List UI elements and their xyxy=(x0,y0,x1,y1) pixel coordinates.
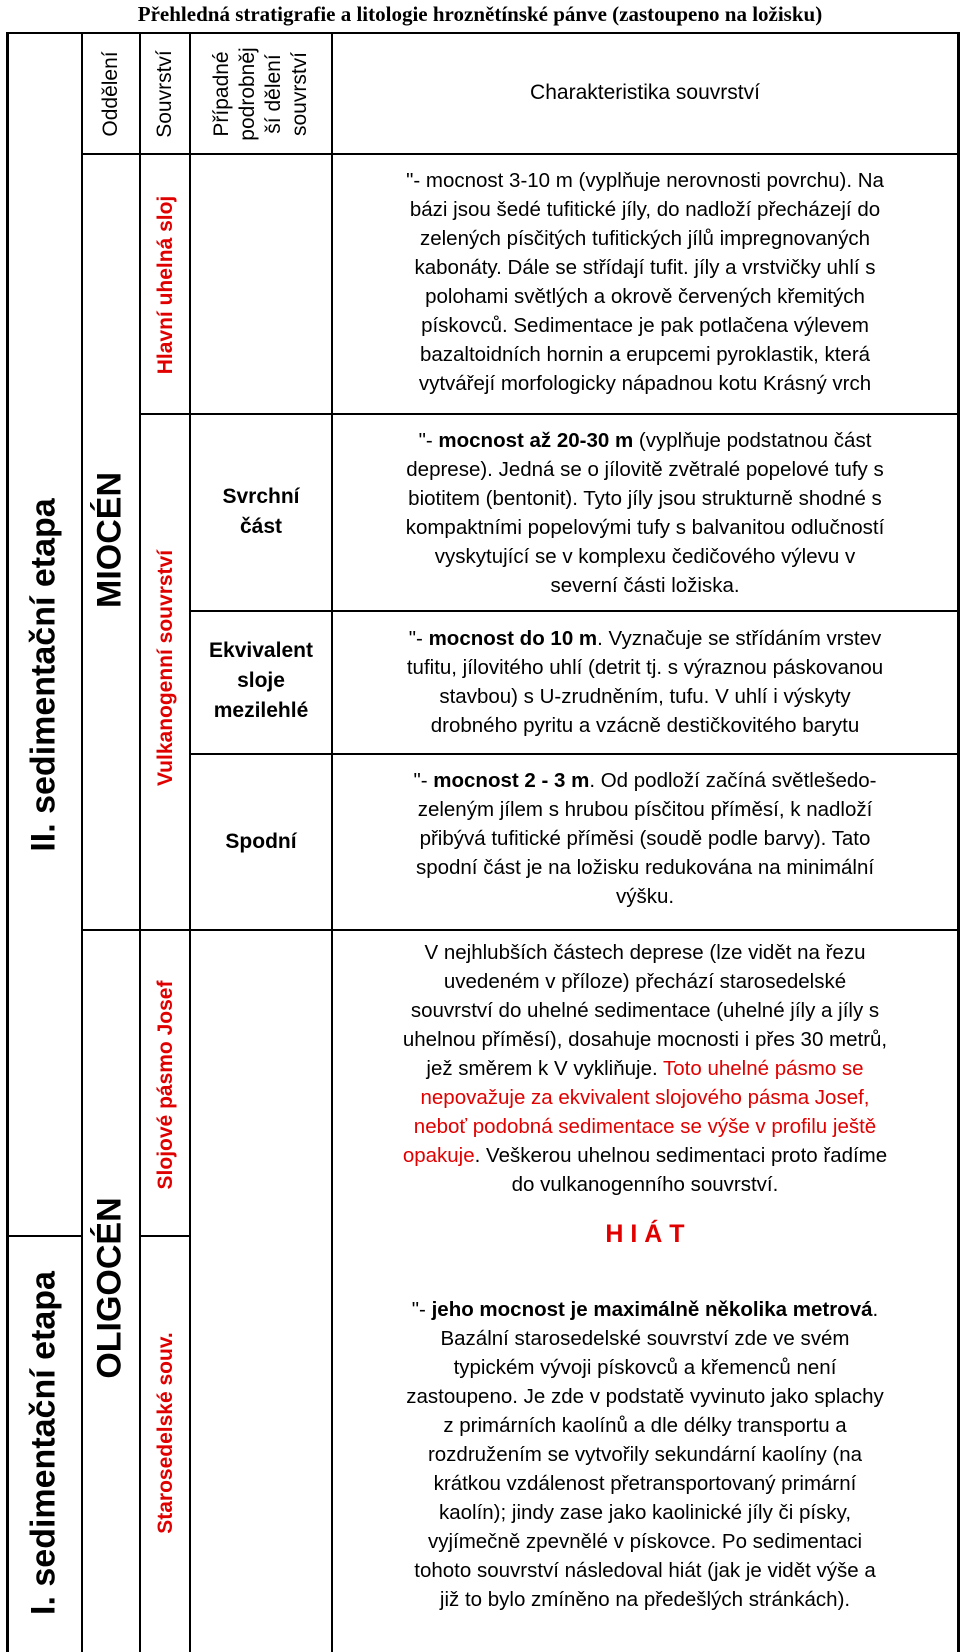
header-podrobne-line1: Případné xyxy=(210,51,233,137)
charakteristika-slojove xyxy=(335,938,955,1199)
podrobne-svrchni-line2: část xyxy=(239,515,283,538)
podrobne-spodni: Spodní xyxy=(225,830,297,853)
text-line-first xyxy=(335,1295,955,1324)
text-line: uvedeném v příloze) přechází starosedelské xyxy=(443,970,847,993)
charakteristika-spodni xyxy=(335,766,955,911)
text-line: zastoupeno. Je zde v podstatě vyvinuto jako splachy xyxy=(406,1385,884,1408)
hiat-label: H I Á T xyxy=(605,1220,685,1248)
header-oddeleni: Oddělení xyxy=(99,51,122,137)
oddeleni-oligocen: OLIGOCÉN xyxy=(90,1197,129,1379)
souvrstvi-slojove: Slojové pásmo Josef xyxy=(154,980,177,1190)
text-prefix: "- xyxy=(413,769,434,792)
text-line-first xyxy=(335,624,955,653)
podrobne-ekvivalent xyxy=(191,636,331,726)
text-prefix: "- xyxy=(418,429,439,452)
text-bold: mocnost až 20-30 m xyxy=(438,429,634,452)
text-line: V nejhlubších částech deprese (lze vidět na řezu xyxy=(424,941,866,964)
text-line: do vulkanogenního souvrství. xyxy=(511,1173,779,1196)
text-line: z primárních kaolínů a dle délky transportu a xyxy=(443,1414,847,1437)
souvrstvi-hlavni: Hlavní uhelná sloj xyxy=(154,195,177,375)
text-line: polohami světlých a okrově červených křemitých xyxy=(425,285,865,308)
souvrstvi-sep-1 xyxy=(139,413,960,415)
podrobne-sep-1 xyxy=(189,610,960,612)
text-line: souvrství do uhelné sedimentace (uhelné jíly a jíly s xyxy=(410,999,880,1022)
text-line: rozdružením se vytvořily sekundární kaolíny (na xyxy=(427,1443,863,1466)
text-line-first xyxy=(335,426,955,455)
text-line: již to bylo zmíněno na předešlých stránkách). xyxy=(439,1588,851,1611)
text-line: kompaktními popelovými tufy s balvanitou odlučností xyxy=(405,516,885,539)
table-border-left xyxy=(6,32,9,1652)
charakteristika-svrchni xyxy=(335,426,955,600)
text-bold: mocnost 2 - 3 m xyxy=(433,769,590,792)
podrobne-sep-2 xyxy=(189,753,960,755)
text-line-mixed xyxy=(335,1054,955,1083)
header-charakteristika: Charakteristika souvrství xyxy=(530,81,760,104)
text-line: kabonáty. Dále se střídají tufit. jíly a vrstvičky uhlí s xyxy=(414,256,876,279)
text-line-red: neboť podobná sedimentace se výše v profilu ještě xyxy=(413,1115,877,1138)
text-prefix: "- xyxy=(411,1298,432,1321)
text-suffix: . Vyznačuje se střídáním vrstev xyxy=(597,627,882,650)
header-podrobne xyxy=(209,47,313,140)
podrobne-svrchni xyxy=(191,482,331,542)
text-line: bázi jsou šedé tufitické jíly, do nadloží přecházejí do xyxy=(409,198,881,221)
text-line: "- mocnost 3-10 m (vyplňuje nerovnosti povrchu). Na xyxy=(406,169,884,192)
podrobne-ekvivalent-line1: Ekvivalent xyxy=(209,639,313,662)
text-suffix: . Od podloží začíná světlešedo- xyxy=(589,769,877,792)
oddeleni-miocen: MIOCÉN xyxy=(90,472,129,608)
text-black: . Veškerou uhelnou sedimentaci proto řadíme xyxy=(474,1144,888,1167)
text-bold: mocnost do 10 m xyxy=(428,627,598,650)
text-line-mixed xyxy=(335,1141,955,1170)
etapa-separator xyxy=(6,1235,83,1237)
text-line: biotitem (bentonit). Tyto jíly jsou strukturně shodné s xyxy=(408,487,882,510)
header-souvrstvi: Souvrství xyxy=(153,50,176,138)
text-line: bazaltoidních hornin a erupcemi pyroklastik, která xyxy=(419,343,871,366)
header-podrobne-line3: ší dělení xyxy=(262,54,285,134)
text-line: drobného pyritu a vzácně destičkovitého barytu xyxy=(430,714,860,737)
text-line: vyskytující se v komplexu čedičového výlevu v xyxy=(434,545,856,568)
header-podrobne-line2: podrobněj xyxy=(236,47,259,141)
text-black: jež směrem k V vykliňuje. xyxy=(426,1057,663,1080)
souvrstvi-vulkanogenni: Vulkanogenní souvrství xyxy=(154,549,177,787)
text-line: Bazální starosedelské souvrství zde ve svém xyxy=(440,1327,850,1350)
souvrstvi-starosedelske: Starosedelské souv. xyxy=(154,1332,177,1534)
text-line-first xyxy=(335,766,955,795)
text-bold: jeho mocnost je maximálně několika metrová xyxy=(431,1298,873,1321)
charakteristika-starosedelske xyxy=(335,1295,955,1614)
header-podrobne-line4: souvrství xyxy=(288,51,311,137)
text-line: vytvářejí morfologicky nápadnou kotu Krásný vrch xyxy=(418,372,872,395)
podrobne-ekvivalent-line3: mezilehlé xyxy=(213,699,309,722)
text-red: Toto uhelné pásmo se xyxy=(663,1057,864,1080)
text-line: deprese). Jedná se o jílovitě zvětralé popelové tufy s xyxy=(406,458,884,481)
text-line: výšku. xyxy=(615,885,675,908)
etapa-second: II. sedimentační etapa xyxy=(24,498,63,852)
text-line: vyjímečně zpevnělé v pískovce. Po sedimentaci xyxy=(427,1530,863,1553)
text-line: krátkou vzdálenost přetransportovaný primární xyxy=(433,1472,857,1495)
souvrstvi-sep-2 xyxy=(139,929,960,931)
text-line: zelených písčitých tufitických jílů impregnovaných xyxy=(419,227,871,250)
text-line: zeleným jílem s hrubou písčitou příměsí, k nadloží xyxy=(417,798,873,821)
text-line: tufitu, jílovitého uhlí (detrit tj. s výraznou páskovanou xyxy=(406,656,884,679)
text-line: tohoto souvrství následoval hiát (jak je vidět výše a xyxy=(414,1559,876,1582)
col-sep-podrobne xyxy=(331,32,333,1652)
table-border-top xyxy=(6,32,960,34)
text-line: severní části ložiska. xyxy=(550,574,740,597)
text-line: typickém vývoji pískovců a křemenců není xyxy=(453,1356,837,1379)
col-sep-etapa xyxy=(81,32,83,1652)
text-line-red: nepovažuje za ekvivalent slojového pásma Josef, xyxy=(420,1086,870,1109)
text-line: uhelnou příměsí), dosahuje mocnosti i přes 30 metrů, xyxy=(402,1028,888,1051)
text-line: stavbou) s U-zrudněním, tufu. V uhlí i výskyty xyxy=(439,685,851,708)
page-title: Přehledná stratigrafie a litologie hroznětínské pánve (zastoupeno na ložisku) xyxy=(137,2,823,26)
oddeleni-separator xyxy=(81,929,141,931)
text-line: přibývá tufitické příměsi (soudě podle barvy). Tato xyxy=(419,827,871,850)
text-suffix: (vyplňuje podstatnou část xyxy=(633,429,872,452)
charakteristika-ekvivalent xyxy=(335,624,955,740)
header-bottom xyxy=(81,153,960,155)
etapa-first: I. sedimentační etapa xyxy=(24,1271,63,1615)
text-red: opakuje xyxy=(402,1144,475,1167)
text-line: kaolín); jindy zase jako kaolinické jíly či písky, xyxy=(438,1501,852,1524)
charakteristika-hlavni xyxy=(335,166,955,398)
text-line: spodní část je na ložisku redukována na minimální xyxy=(415,856,875,879)
text-line: pískovců. Sedimentace je pak potlačena výlevem xyxy=(421,314,869,337)
text-prefix: "- xyxy=(408,627,429,650)
podrobne-svrchni-line1: Svrchní xyxy=(222,485,300,508)
souvrstvi-sep-3 xyxy=(139,1235,191,1237)
col-sep-oddeleni xyxy=(139,32,141,1652)
podrobne-ekvivalent-line2: sloje xyxy=(237,669,285,692)
text-suffix: . xyxy=(872,1298,879,1321)
